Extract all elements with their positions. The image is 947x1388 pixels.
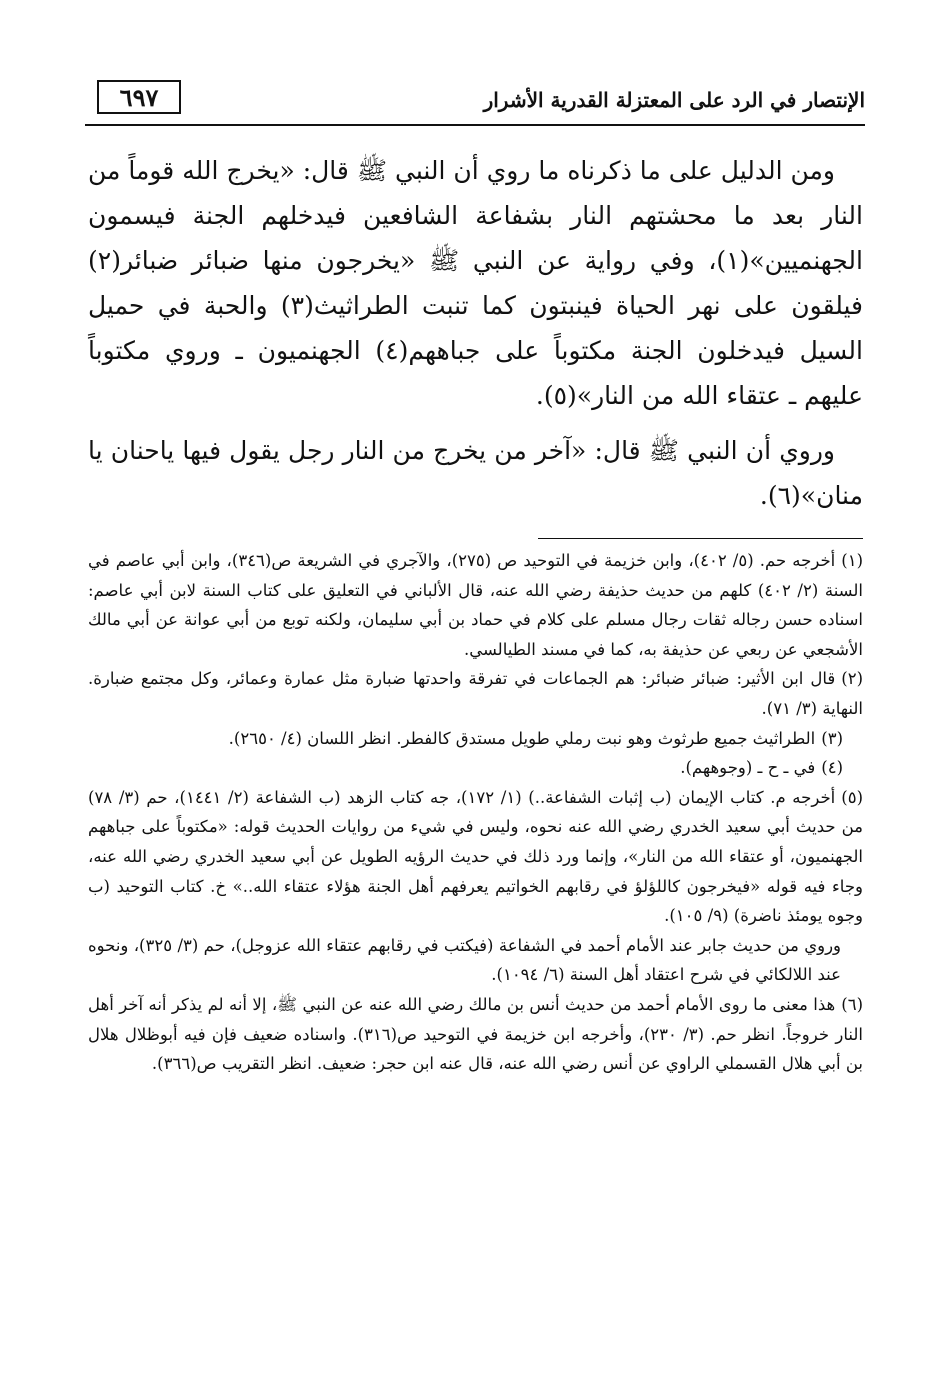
footnote-label: (٣) bbox=[821, 728, 843, 748]
body-paragraph-2: وروي أن النبي ﷺ قال: «آخر من يخرج من النار رجل يقول فيها ياحنان يا منان»(٦). bbox=[88, 436, 863, 510]
body-paragraph-1: ومن الدليل على ما ذكرناه ما روي أن النبي ﷺ قال: «يخرج الله قوماً من النار بعد ما محشتهم النار بشفاعة الشافعين فيدخلهم الجنة فيسمون الجهنميين»(١)، وفي رواية عن النبي ﷺ «يخرجون منها ضبائر ضبائر(٢) فيلقون على نهر الحياة فينبتون كما تنبت الطراثيث(٣) والحبة في حميل السيل فيدخلون الجنة مكتوباً على جباههم(٤) الجهنميون ـ وروي مكتوباً عليهم ـ عتقاء الله من النار»(٥). bbox=[88, 156, 863, 410]
main-text bbox=[88, 148, 863, 518]
footnotes bbox=[88, 546, 863, 1079]
footnote-label: (٢) bbox=[841, 669, 863, 689]
page-header bbox=[85, 74, 865, 126]
footnote-4 bbox=[88, 753, 863, 783]
running-title: الإنتصار في الرد على المعتزلة القدرية الأشرار bbox=[483, 88, 865, 112]
footnote-text: في ـ ح ـ (وجوههم). bbox=[680, 758, 816, 778]
footnote-1 bbox=[88, 546, 863, 664]
footnote-2 bbox=[88, 664, 863, 723]
footnote-text: قال ابن الأثير: ضبائر ضبائر: هم الجماعات في تفرقة واحدتها ضبارة مثل عمارة وعمائر، وكل مجتمع ضبارة. النهاية (٣/ ٧١). bbox=[88, 669, 863, 718]
footnote-separator bbox=[538, 538, 863, 539]
footnote-text: هذا معنى ما روى الأمام أحمد من حديث أنس بن مالك رضي الله عنه عن النبي ﷺ، إلا أنه لم يذكر أنه آخر أهل النار خروجاً. انظر حم. (٣/ ٢٣٠)، وأخرجه ابن خزيمة في التوحيد ص(٣١٦). واسناده ضعيف فإن فيه أبوظلال هلال بن أبي هلال القسملي الراوي عن أنس رضي الله عنه، قال عنه ابن حجر: ضعيف. انظر التقريب ص(٣٦٦). bbox=[88, 994, 863, 1074]
footnote-text: الطراثيث جميع طرثوث وهو نبت رملي طويل مستدق كالفطر. انظر اللسان (٤/ ٢٦٥٠). bbox=[228, 728, 816, 748]
footnote-3 bbox=[88, 724, 863, 754]
footnote-5-continuation bbox=[88, 931, 863, 990]
footnote-label: (٦) bbox=[841, 994, 863, 1014]
footnote-label: (٤) bbox=[821, 758, 843, 778]
footnote-label: (٥) bbox=[841, 787, 863, 807]
footnote-label: (١) bbox=[841, 551, 863, 570]
footnote-text: أخرجه م. كتاب الإيمان (ب إثبات الشفاعة..) (١/ ١٧٢)، جه كتاب الزهد (ب الشفاعة (٢/ ١٤٤١)، حم (٣/ ٧٨) من حديث أبي سعيد الخدري رضي الله عنه نحوه، وليس في شيء من روايات الحديث قوله: «مكتوباً على جباههم الجهنميون، أو عتقاء الله من النار»، وإنما ورد ذلك في حديث الرؤيه الطويل عن أبي سعيد الخدري رضي الله عنه، وجاء فيه قوله «فيخرجون كاللؤلؤ في رقابهم الخواتيم يعرفهم أهل الجنة هؤلاء عتقاء الله..» خ. كتاب التوحيد (ب وجوه يومئذ ناضرة) (٩/ ١٠٥). bbox=[88, 787, 863, 926]
header-rule bbox=[85, 124, 865, 126]
footnote-text: أخرجه حم. (٥/ ٤٠٢)، وابن خزيمة في التوحيد ص (٢٧٥)، والآجري في الشريعة ص(٣٤٦)، وابن أبي عاصم في السنة (٢/ ٤٠٢) كلهم من حديث حذيفة رضي الله عنه، قال الألباني في التعليق على كتاب السنة لابن أبي عاصم: اسناده حسن رجاله ثقات رجال مسلم على كلام في حماد بن أبي سليمان، ولكنه توبع من أبي عوانة عن أبي مالك الأشجعي عن ربعي عن حذيفة به، كما في مسند الطيالسي. bbox=[88, 551, 864, 659]
footnote-text: وروي من حديث جابر عند الأمام أحمد في الشفاعة (فيكتب في رقابهم عتقاء الله عزوجل)، حم (٣/ ٣٢٥)، ونحوه عند اللالكائي في شرح اعتقاد أهل السنة (٦/ ١٠٩٤). bbox=[88, 935, 842, 985]
page-number: ٦٩٧ bbox=[97, 80, 181, 114]
footnote-6 bbox=[88, 990, 863, 1079]
footnote-5 bbox=[88, 783, 863, 931]
